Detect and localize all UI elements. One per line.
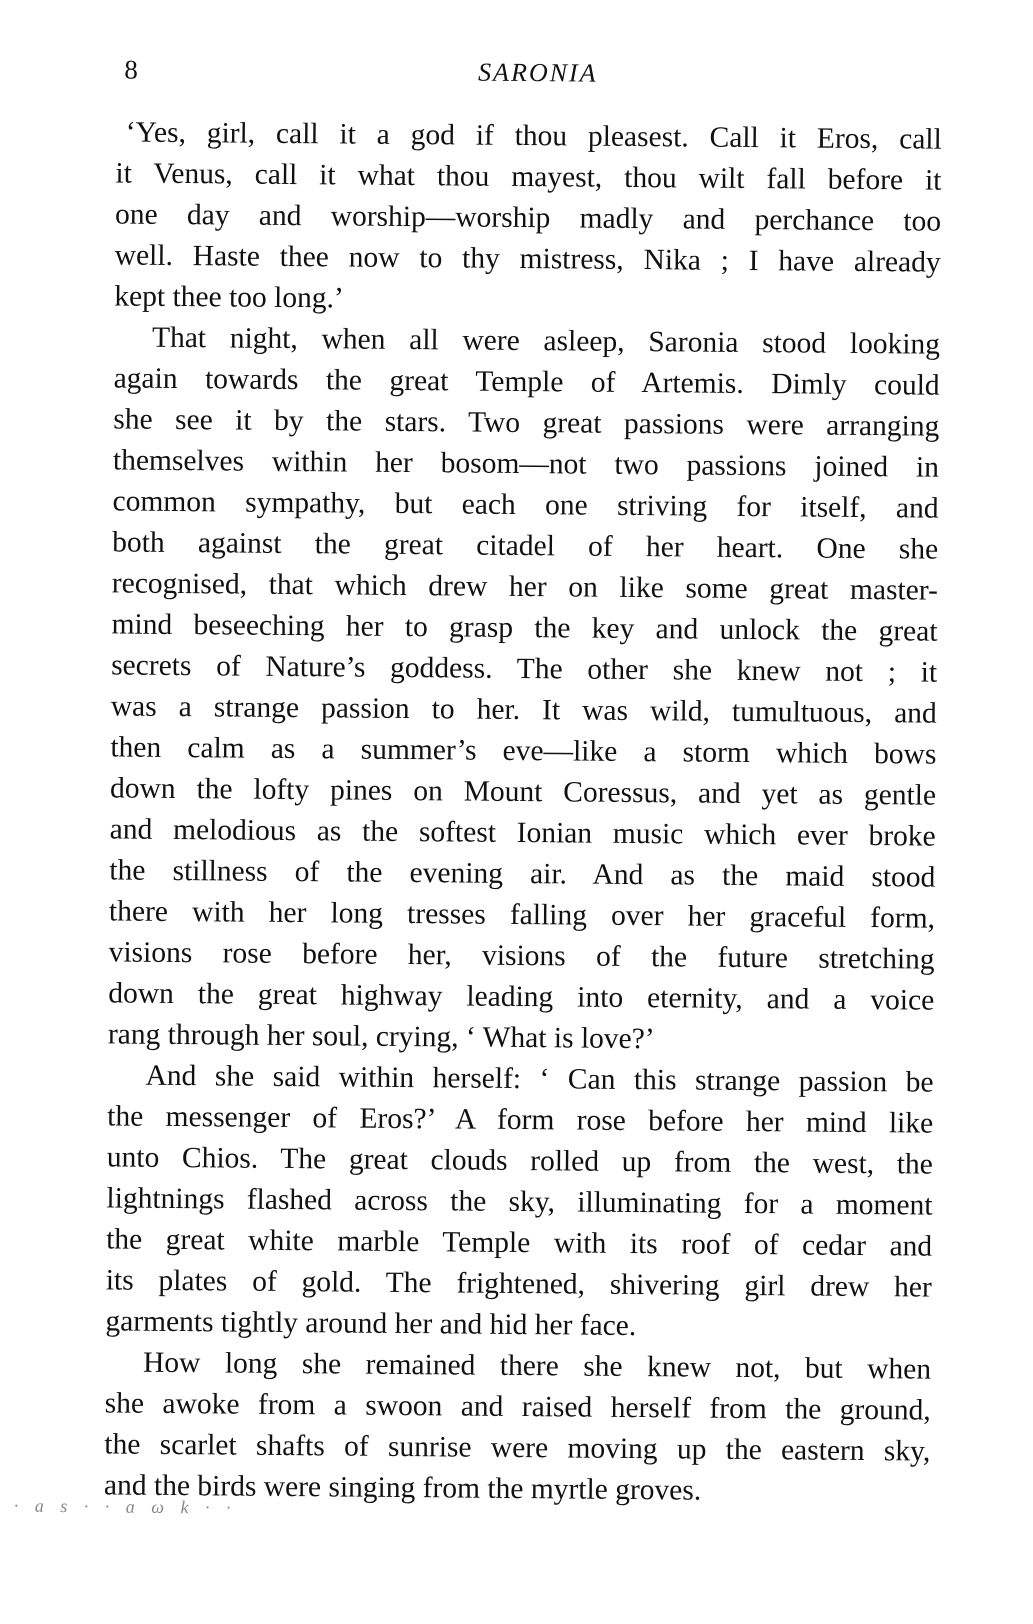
text-line: the stillness of the evening air. And as the maid stood	[109, 854, 936, 894]
text-line: How long she remained there she knew not, but when	[142, 1346, 932, 1386]
text-line: and melodious as the softest Ionian music which ever broke	[109, 813, 936, 853]
text-line: she awoke from a swoon and raised herself from the ground,	[104, 1387, 931, 1427]
text-line: common sympathy, but each one striving for itself, and	[112, 485, 939, 525]
text-line: mind beseeching her to grasp the key and unlock the great	[111, 608, 938, 648]
scan-bleed-through: · a s · · ɑ ω k · ·	[13, 1495, 237, 1518]
text-line: That night, when all were asleep, Saronia stood looking	[151, 321, 941, 361]
text-line: down the lofty pines on Mount Coressus, and yet as gentle	[109, 772, 937, 812]
paragraph	[108, 317, 940, 1062]
text-line: again towards the great Temple of Artemis. Dimly could	[113, 362, 940, 402]
paragraph	[105, 1055, 933, 1349]
text-line: recognised, that which drew her on like some great master-	[111, 567, 938, 607]
text-line: its plates of gold. The frightened, shivering girl drew her	[105, 1264, 932, 1304]
body-text	[104, 112, 942, 1513]
text-line: secrets of Nature’s goddess. The other she knew not ; it	[111, 649, 938, 689]
text-line: well. Haste thee now to thy mistress, Nika ; I have already	[114, 239, 941, 279]
text-line: kept thee too long.’	[114, 280, 344, 315]
text-line: rang through her soul, crying, ‘ What is love?’	[107, 1018, 655, 1056]
text-line: ‘Yes, girl, call it a god if thou pleasest. Call it Eros, call	[125, 116, 942, 156]
page-number: 8	[124, 54, 138, 85]
text-line: was a strange passion to her. It was wild, tumultuous, and	[110, 690, 937, 730]
text-line: down the great highway leading into eternity, and a voice	[108, 977, 935, 1017]
text-line: visions rose before her, visions of the future stretching	[108, 936, 935, 976]
text-line: unto Chios. The great clouds rolled up from the west, the	[106, 1141, 933, 1181]
text-line: both against the great citadel of her heart. One she	[112, 526, 939, 566]
text-line: the messenger of Eros?’ A form rose before her mind like	[107, 1100, 934, 1140]
text-line: one day and worship—worship madly and perchance too	[114, 198, 942, 238]
text-line: themselves within her bosom—not two passions joined in	[112, 444, 940, 484]
text-line: then calm as a summer’s eve—like a storm which bows	[110, 731, 937, 771]
text-line: the great white marble Temple with its roof of cedar and	[106, 1223, 933, 1263]
paragraph	[114, 112, 942, 324]
text-line: she see it by the stars. Two great passions were arranging	[113, 403, 940, 443]
text-line: lightnings flashed across the sky, illuminating for a moment	[106, 1182, 933, 1222]
text-line: And she said within herself: ‘ Can this strange passion be	[145, 1059, 934, 1099]
text-line: and the birds were singing from the myrtle groves.	[103, 1469, 702, 1507]
text-line: there with her long tresses falling over her graceful form,	[108, 895, 936, 935]
running-title: SARONIA	[478, 57, 598, 88]
text-line: it Venus, call it what thou mayest, thou wilt fall before it	[115, 157, 942, 197]
paragraph	[104, 1342, 931, 1513]
text-line: the scarlet shafts of sunrise were moving up the eastern sky,	[104, 1428, 931, 1468]
text-line: garments tightly around her and hid her face.	[105, 1305, 637, 1343]
